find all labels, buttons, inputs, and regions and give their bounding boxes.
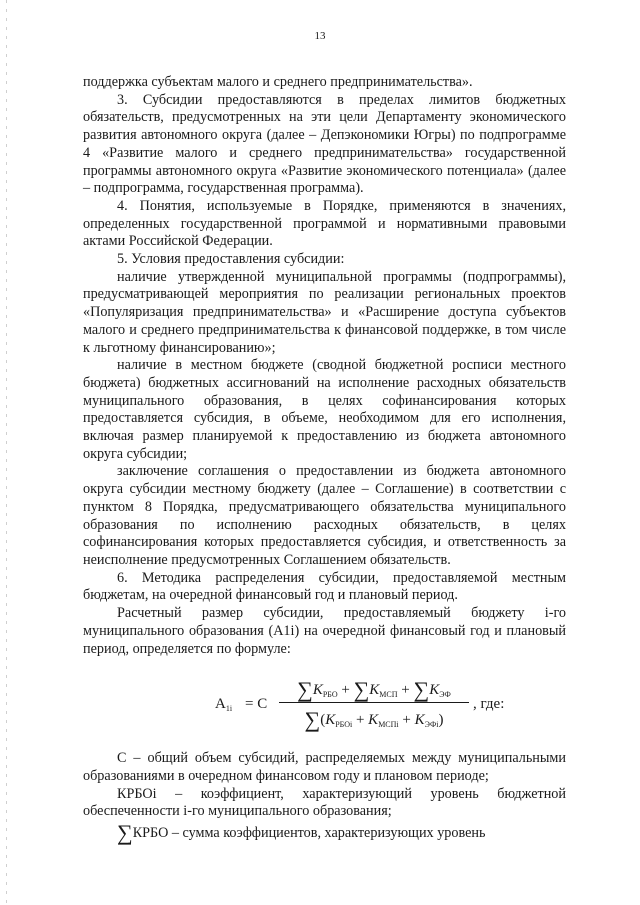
formula-lhs: $A_{1i}$ — [215, 696, 233, 714]
paragraph: С – общий объем субсидий, распределяемых между муниципальными образованиями в очередном финансовом году и плановом периоде; — [83, 750, 566, 784]
fraction-bar — [279, 702, 469, 703]
document-body — [83, 74, 566, 846]
sum-sign-icon: ∑ — [117, 820, 133, 846]
formula-equals: = C — [245, 696, 268, 713]
paragraph: 4. Понятия, используемые в Порядке, применяются в значениях, определенных государственной программой и нормативными правовыми актами Российской Федерации. — [83, 197, 566, 250]
paragraph: КРБОi – коэффициент, характеризующий уровень бюджетной обеспеченности i-го муниципального образования; — [83, 785, 566, 820]
paragraph: 6. Методика распределения субсидии, предоставляемой местным бюджетам, на очередной финансовый год и плановый период. — [83, 569, 566, 604]
distribution-formula — [83, 674, 566, 744]
formula-where: , где: — [473, 696, 505, 713]
paragraph: 5. Условия предоставления субсидии: — [117, 251, 345, 268]
formula-numerator: $\sum K_{РБО} + \sum K_{МСП} + \sum K_{ЭФ}$ — [297, 677, 451, 703]
paragraph: поддержка субъектам малого и среднего предпринимательства». — [83, 74, 473, 90]
paragraph: Расчетный размер субсидии, предоставляемый бюджету i-го муниципального образования (А1i) на очередной финансовый год и плановый период, определяется по формуле: — [83, 605, 566, 657]
paragraph: заключение соглашения о предоставлении из бюджета автономного округа субсидии местному бюджету (далее – Соглашение) в соответствии с пунктом 8 Порядка, предусматривающего обязательства муниципального образования по исполнению расходных обязательств, в целях софинансирования которых предоставляется субсидия, и ответственность за неисполнение предусмотренных Соглашением обязательств. — [83, 463, 566, 568]
paragraph: наличие в местном бюджете (сводной бюджетной росписи местного бюджета) бюджетных ассигнований на исполнение расходных обязательств муниципального образования, в целях софинансирования которых предоставляется субсидия, в объеме, необходимом для его исполнения, включая размер планируемой к предоставлению из бюджета автономного округа субсидии; — [83, 357, 566, 462]
formula-denominator: $\sum(K_{РБОi} + K_{МСПi} + K_{ЭФi})$ — [304, 707, 444, 733]
page-number: 13 — [314, 30, 326, 42]
paragraph: наличие утвержденной муниципальной программы (подпрограммы), предусматривающей мероприятия по реализации региональных проектов «Популяризация предпринимательства» и «Расширение доступа субъектов малого и среднего предпринимательства к финансовой поддержке, в том числе к льготному финансированию»; — [83, 268, 566, 356]
paragraph: ∑КРБО – сумма коэффициентов, характеризующих уровень — [117, 820, 486, 846]
formula-fraction — [279, 676, 469, 734]
paragraph: 3. Субсидии предоставляются в пределах лимитов бюджетных обязательств, предусмотренных на эти цели Департаменту экономического развития автономного округа (далее – Депэкономики Югры) по подпрограмме 4 «Развитие малого и среднего предпринимательства» государственной программы автономного округа «Развитие экономического потенциала» (далее – подпрограмма, государственная программа). — [83, 91, 566, 197]
scan-edge-artifact — [6, 0, 7, 905]
